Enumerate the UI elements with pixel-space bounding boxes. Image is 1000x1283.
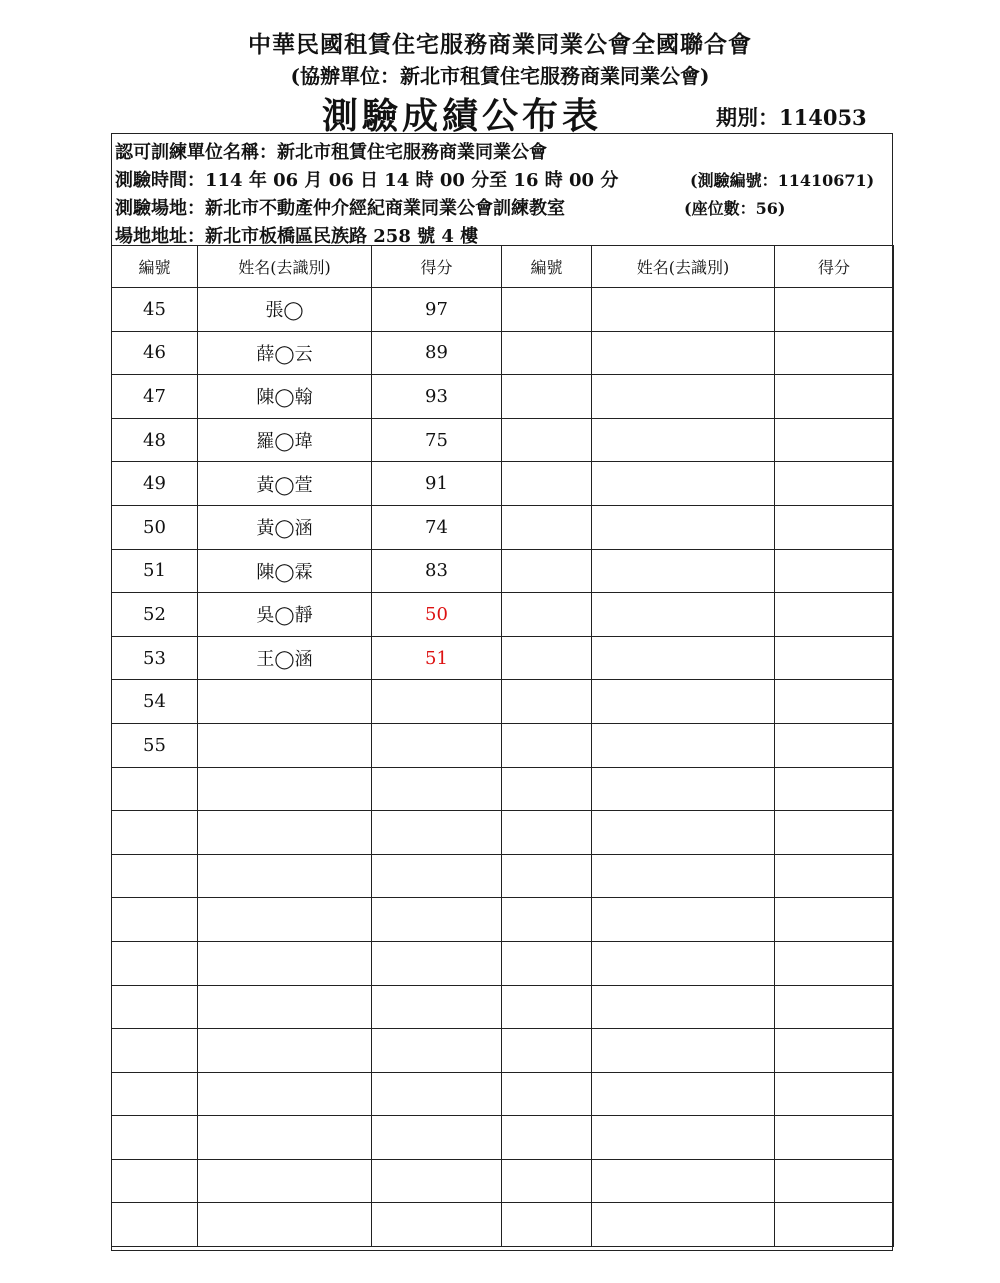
row-name-2 [592, 1159, 775, 1203]
row-number-2 [502, 375, 592, 419]
training-unit: 認可訓練單位名稱：新北市租賃住宅服務商業同業公會 [115, 142, 547, 163]
row-name-2 [592, 288, 775, 332]
row-name-2 [592, 331, 775, 375]
row-score-2 [775, 680, 894, 724]
row-name-2 [592, 985, 775, 1029]
row-score-2 [775, 941, 894, 985]
row-score: 91 [372, 462, 502, 506]
row-score-2 [775, 1203, 894, 1247]
row-score [372, 854, 502, 898]
row-name: 陳◯霖 [198, 549, 372, 593]
row-name: 吳◯靜 [198, 593, 372, 637]
row-number [112, 1029, 198, 1073]
row-number [112, 1116, 198, 1160]
row-number-2 [502, 1072, 592, 1116]
row-score-2 [775, 288, 894, 332]
row-number: 47 [112, 375, 198, 419]
row-number: 54 [112, 680, 198, 724]
header-score: 得分 [372, 246, 502, 288]
row-name-2 [592, 1203, 775, 1247]
row-score: 97 [372, 288, 502, 332]
table-row [112, 898, 894, 942]
table-row [112, 375, 894, 419]
table-row [112, 1072, 894, 1116]
row-number [112, 767, 198, 811]
row-score-2 [775, 1029, 894, 1073]
table-row [112, 1203, 894, 1247]
row-name [198, 854, 372, 898]
row-score-2 [775, 375, 894, 419]
row-number [112, 1203, 198, 1247]
row-score [372, 723, 502, 767]
row-number-2 [502, 593, 592, 637]
header-name-2: 姓名(去識別) [592, 246, 775, 288]
row-score-2 [775, 636, 894, 680]
row-name-2 [592, 854, 775, 898]
row-number-2 [502, 462, 592, 506]
row-number-2 [502, 898, 592, 942]
table-row [112, 767, 894, 811]
row-number: 49 [112, 462, 198, 506]
row-name [198, 985, 372, 1029]
row-number [112, 854, 198, 898]
row-name: 黃◯萱 [198, 462, 372, 506]
row-score: 50 [372, 593, 502, 637]
row-score [372, 1116, 502, 1160]
table-row [112, 723, 894, 767]
row-name [198, 898, 372, 942]
row-name [198, 767, 372, 811]
row-name: 薛◯云 [198, 331, 372, 375]
row-score-2 [775, 854, 894, 898]
row-number-2 [502, 811, 592, 855]
page-title: 測驗成績公布表 [322, 95, 603, 137]
row-number: 50 [112, 505, 198, 549]
row-number-2 [502, 680, 592, 724]
row-name [198, 1116, 372, 1160]
row-name [198, 1072, 372, 1116]
row-name: 張◯ [198, 288, 372, 332]
row-score-2 [775, 898, 894, 942]
row-score [372, 898, 502, 942]
row-number-2 [502, 288, 592, 332]
row-score [372, 1072, 502, 1116]
row-number-2 [502, 854, 592, 898]
row-number [112, 1072, 198, 1116]
row-number-2 [502, 941, 592, 985]
row-name-2 [592, 418, 775, 462]
row-score-2 [775, 767, 894, 811]
table-row [112, 680, 894, 724]
row-number [112, 985, 198, 1029]
row-score: 74 [372, 505, 502, 549]
row-number-2 [502, 636, 592, 680]
row-name-2 [592, 767, 775, 811]
row-name [198, 723, 372, 767]
table-row [112, 811, 894, 855]
row-number [112, 941, 198, 985]
row-number-2 [502, 1203, 592, 1247]
table-row [112, 985, 894, 1029]
table-row [112, 1159, 894, 1203]
row-number-2 [502, 723, 592, 767]
row-score [372, 941, 502, 985]
row-score-2 [775, 593, 894, 637]
table-row [112, 331, 894, 375]
seat-count: (座位數：56) [684, 199, 786, 218]
row-score-2 [775, 1072, 894, 1116]
row-name [198, 1159, 372, 1203]
row-number: 46 [112, 331, 198, 375]
row-name: 黃◯涵 [198, 505, 372, 549]
table-row [112, 288, 894, 332]
row-name-2 [592, 593, 775, 637]
row-name [198, 1203, 372, 1247]
row-number-2 [502, 985, 592, 1029]
row-number-2 [502, 1029, 592, 1073]
row-score-2 [775, 811, 894, 855]
row-score: 89 [372, 331, 502, 375]
table-row [112, 593, 894, 637]
row-name-2 [592, 505, 775, 549]
row-number: 52 [112, 593, 198, 637]
table-header-row [112, 246, 894, 288]
table-row [112, 636, 894, 680]
row-score-2 [775, 418, 894, 462]
row-name-2 [592, 1072, 775, 1116]
row-name-2 [592, 549, 775, 593]
row-score-2 [775, 549, 894, 593]
row-name-2 [592, 462, 775, 506]
venue-address: 場地地址：新北市板橋區民族路 258 號 4 樓 [115, 226, 479, 247]
row-score-2 [775, 723, 894, 767]
row-number-2 [502, 767, 592, 811]
row-name-2 [592, 898, 775, 942]
header-score-2: 得分 [775, 246, 894, 288]
row-score-2 [775, 462, 894, 506]
row-name-2 [592, 680, 775, 724]
row-score: 93 [372, 375, 502, 419]
row-name: 陳◯翰 [198, 375, 372, 419]
row-score-2 [775, 331, 894, 375]
row-number-2 [502, 418, 592, 462]
header-number: 編號 [112, 246, 198, 288]
row-name [198, 811, 372, 855]
row-score [372, 1159, 502, 1203]
row-number-2 [502, 505, 592, 549]
row-number: 55 [112, 723, 198, 767]
row-name: 羅◯瑋 [198, 418, 372, 462]
organization-name: 中華民國租賃住宅服務商業同業公會全國聯合會 [248, 31, 752, 58]
row-number-2 [502, 1116, 592, 1160]
row-name-2 [592, 636, 775, 680]
row-score [372, 1203, 502, 1247]
row-name [198, 1029, 372, 1073]
co-organizer: (協辦單位：新北市租賃住宅服務商業同業公會) [290, 64, 710, 88]
row-score: 83 [372, 549, 502, 593]
row-number: 53 [112, 636, 198, 680]
row-score-2 [775, 985, 894, 1029]
table-row [112, 418, 894, 462]
row-number-2 [502, 549, 592, 593]
row-score-2 [775, 1159, 894, 1203]
row-score: 75 [372, 418, 502, 462]
table-row [112, 462, 894, 506]
exam-number: (測驗編號：11410671) [690, 171, 875, 190]
row-name-2 [592, 1116, 775, 1160]
table-row [112, 941, 894, 985]
row-number [112, 898, 198, 942]
row-name-2 [592, 375, 775, 419]
table-row [112, 1116, 894, 1160]
table-row [112, 854, 894, 898]
period-label: 期別：114053 [716, 105, 867, 130]
row-name-2 [592, 723, 775, 767]
row-number: 51 [112, 549, 198, 593]
row-name [198, 941, 372, 985]
row-name-2 [592, 811, 775, 855]
row-score-2 [775, 1116, 894, 1160]
row-number [112, 1159, 198, 1203]
row-name [198, 680, 372, 724]
row-number [112, 811, 198, 855]
row-name-2 [592, 941, 775, 985]
row-name-2 [592, 1029, 775, 1073]
header-name: 姓名(去識別) [198, 246, 372, 288]
row-number-2 [502, 331, 592, 375]
row-score [372, 680, 502, 724]
row-name: 王◯涵 [198, 636, 372, 680]
row-score [372, 811, 502, 855]
table-row [112, 505, 894, 549]
row-number: 48 [112, 418, 198, 462]
row-number: 45 [112, 288, 198, 332]
row-score: 51 [372, 636, 502, 680]
exam-time: 測驗時間：114 年 06 月 06 日 14 時 00 分至 16 時 00 分 [115, 170, 619, 191]
table-row [112, 1029, 894, 1073]
header-number-2: 編號 [502, 246, 592, 288]
row-score [372, 985, 502, 1029]
table-row [112, 549, 894, 593]
row-score [372, 1029, 502, 1073]
score-table [111, 245, 894, 1247]
row-score-2 [775, 505, 894, 549]
exam-venue: 測驗場地：新北市不動產仲介經紀商業同業公會訓練教室 [115, 198, 565, 219]
row-score [372, 767, 502, 811]
row-number-2 [502, 1159, 592, 1203]
